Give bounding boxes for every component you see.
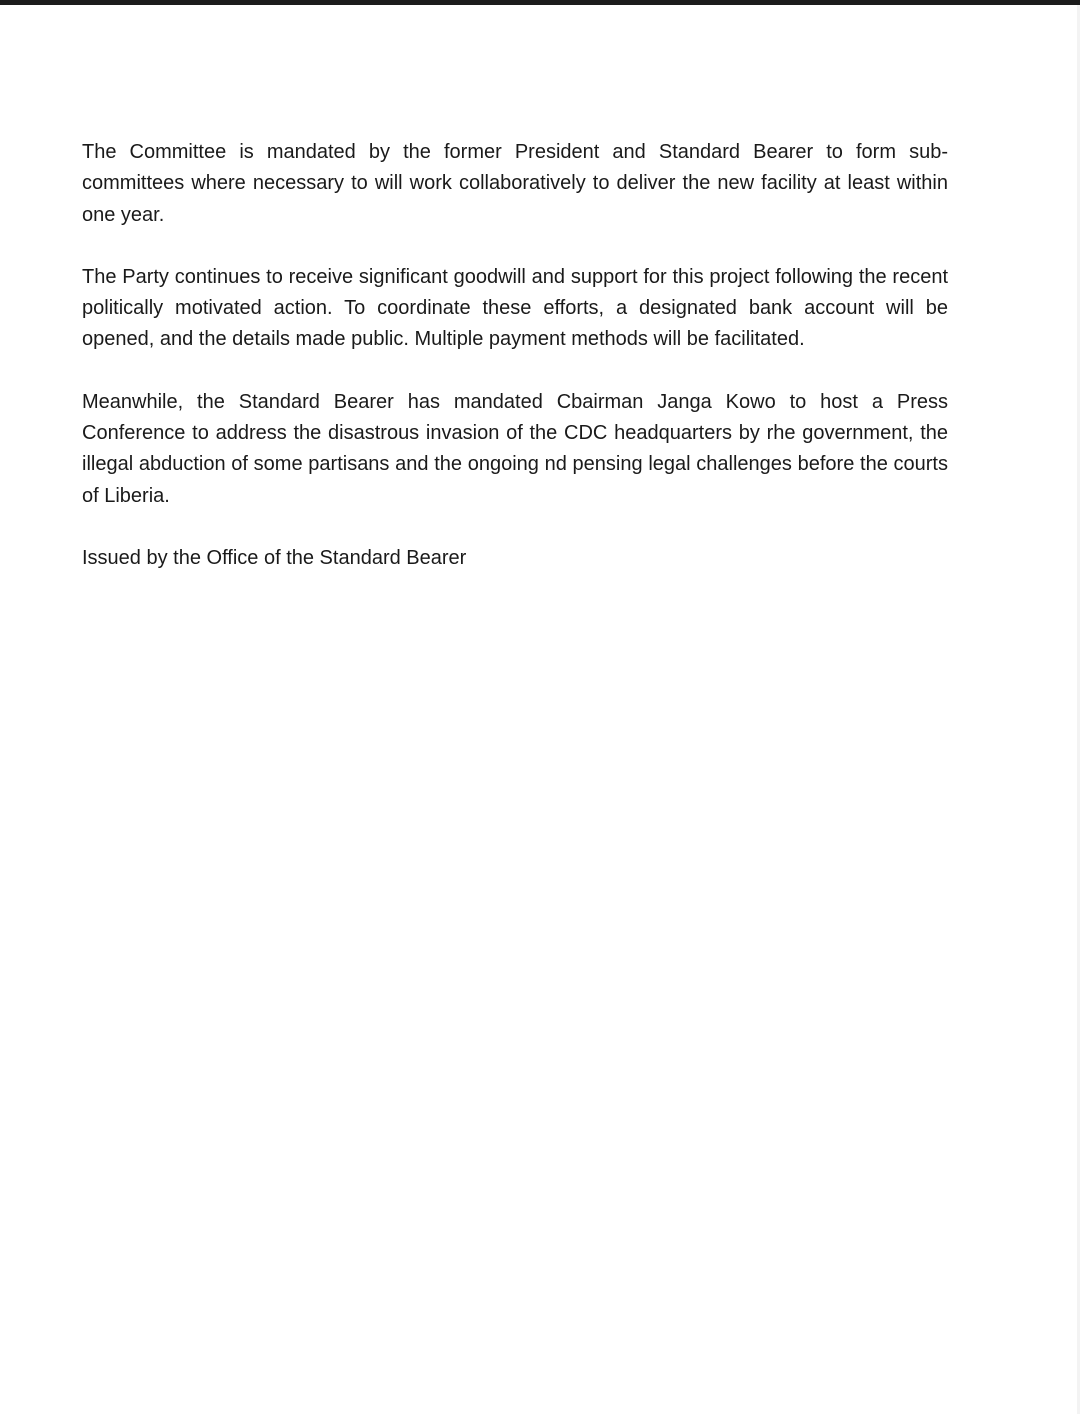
- top-border: [0, 0, 1080, 5]
- document-page: [82, 137, 948, 605]
- paragraph-goodwill-support: The Party continues to receive significant goodwill and support for this project following the recent politically motivated action. To coordinate these efforts, a designated bank account will be opened, and the details made public. Multiple payment methods will be facilitated.: [82, 265, 948, 351]
- paragraph-press-conference: Meanwhile, the Standard Bearer has mandated Cbairman Janga Kowo to host a Press Conference to address the disastrous invasion of the CDC headquarters by rhe government, the illegal abduction of some partisans and the ongoing nd pensing legal challenges before the courts of Liberia.: [82, 390, 948, 507]
- signoff-line: Issued by the Office of the Standard Bearer: [82, 546, 467, 569]
- paragraph-committee-mandate: The Committee is mandated by the former President and Standard Bearer to form sub-committees where necessary to will work collaboratively to deliver the new facility at least within one year.: [82, 141, 948, 226]
